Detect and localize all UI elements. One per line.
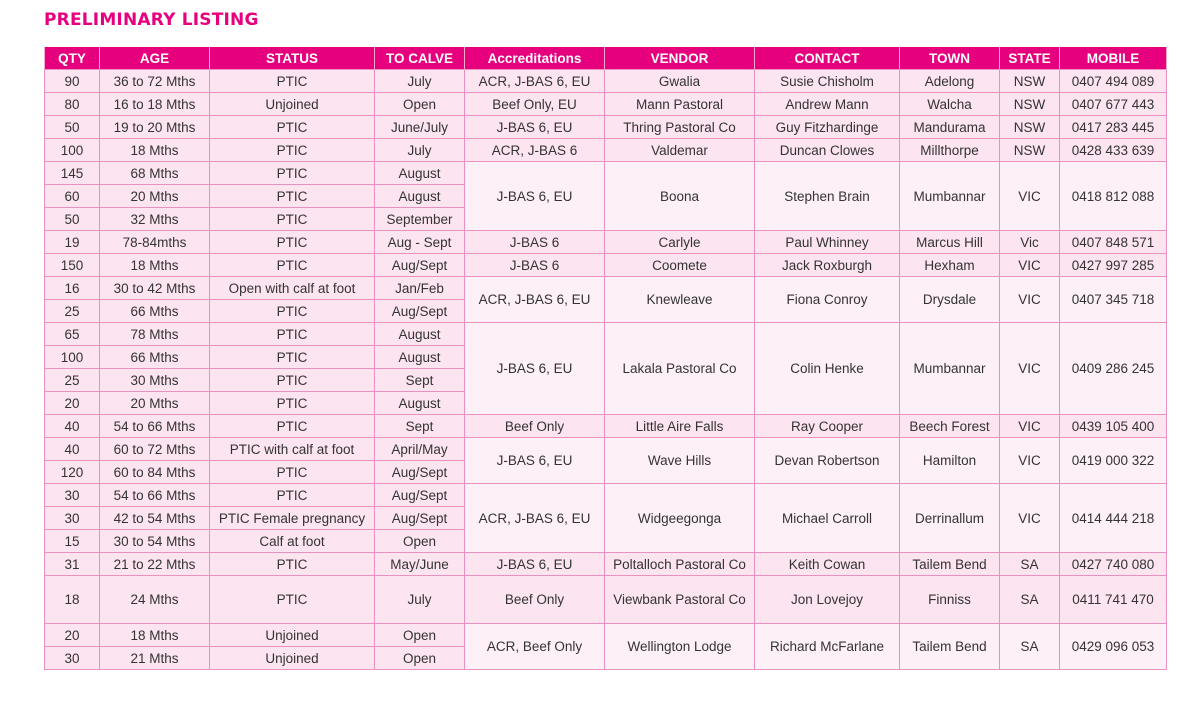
town-cell: Derrinallum <box>900 484 1000 553</box>
qty-cell: 20 <box>45 392 100 415</box>
town-cell: Millthorpe <box>900 139 1000 162</box>
qty-cell: 100 <box>45 346 100 369</box>
mobile-cell: 0417 283 445 <box>1060 116 1167 139</box>
contact-cell: Jack Roxburgh <box>755 254 900 277</box>
contact-cell: Devan Robertson <box>755 438 900 484</box>
table-row <box>45 70 1167 93</box>
contact-cell: Colin Henke <box>755 323 900 415</box>
header-mobile: MOBILE <box>1060 47 1167 70</box>
vendor-cell: Coomete <box>605 254 755 277</box>
age-cell: 32 Mths <box>100 208 210 231</box>
accreditations-cell: Beef Only <box>465 576 605 624</box>
state-cell: NSW <box>1000 116 1060 139</box>
qty-cell: 40 <box>45 415 100 438</box>
header-vendor: VENDOR <box>605 47 755 70</box>
vendor-cell: Viewbank Pastoral Co <box>605 576 755 624</box>
to-calve-cell: Aug/Sept <box>375 484 465 507</box>
to-calve-cell: July <box>375 139 465 162</box>
mobile-cell: 0427 997 285 <box>1060 254 1167 277</box>
to-calve-cell: July <box>375 576 465 624</box>
age-cell: 18 Mths <box>100 624 210 647</box>
accreditations-cell: J-BAS 6, EU <box>465 323 605 415</box>
vendor-cell: Carlyle <box>605 231 755 254</box>
town-cell: Mumbannar <box>900 162 1000 231</box>
table-row <box>45 624 1167 647</box>
status-cell: PTIC <box>210 231 375 254</box>
accreditations-cell: J-BAS 6, EU <box>465 116 605 139</box>
qty-cell: 30 <box>45 647 100 670</box>
state-cell: VIC <box>1000 162 1060 231</box>
accreditations-cell: Beef Only, EU <box>465 93 605 116</box>
mobile-cell: 0407 848 571 <box>1060 231 1167 254</box>
town-cell: Hamilton <box>900 438 1000 484</box>
age-cell: 20 Mths <box>100 392 210 415</box>
qty-cell: 50 <box>45 208 100 231</box>
vendor-cell: Knewleave <box>605 277 755 323</box>
state-cell: SA <box>1000 576 1060 624</box>
header-contact: CONTACT <box>755 47 900 70</box>
to-calve-cell: September <box>375 208 465 231</box>
qty-cell: 16 <box>45 277 100 300</box>
qty-cell: 80 <box>45 93 100 116</box>
listing-body <box>45 70 1167 670</box>
state-cell: VIC <box>1000 277 1060 323</box>
to-calve-cell: Jan/Feb <box>375 277 465 300</box>
qty-cell: 120 <box>45 461 100 484</box>
state-cell: NSW <box>1000 139 1060 162</box>
mobile-cell: 0407 677 443 <box>1060 93 1167 116</box>
header-town: TOWN <box>900 47 1000 70</box>
age-cell: 18 Mths <box>100 139 210 162</box>
table-row <box>45 277 1167 300</box>
mobile-cell: 0407 345 718 <box>1060 277 1167 323</box>
vendor-cell: Wave Hills <box>605 438 755 484</box>
vendor-cell: Thring Pastoral Co <box>605 116 755 139</box>
header-accreditations: Accreditations <box>465 47 605 70</box>
state-cell: VIC <box>1000 415 1060 438</box>
age-cell: 24 Mths <box>100 576 210 624</box>
qty-cell: 50 <box>45 116 100 139</box>
table-row <box>45 231 1167 254</box>
status-cell: Unjoined <box>210 647 375 670</box>
to-calve-cell: Open <box>375 624 465 647</box>
header-qty: QTY <box>45 47 100 70</box>
age-cell: 36 to 72 Mths <box>100 70 210 93</box>
age-cell: 20 Mths <box>100 185 210 208</box>
age-cell: 16 to 18 Mths <box>100 93 210 116</box>
age-cell: 60 to 72 Mths <box>100 438 210 461</box>
vendor-cell: Little Aire Falls <box>605 415 755 438</box>
to-calve-cell: May/June <box>375 553 465 576</box>
qty-cell: 65 <box>45 323 100 346</box>
status-cell: PTIC Female pregnancy <box>210 507 375 530</box>
qty-cell: 150 <box>45 254 100 277</box>
status-cell: PTIC <box>210 369 375 392</box>
qty-cell: 15 <box>45 530 100 553</box>
mobile-cell: 0414 444 218 <box>1060 484 1167 553</box>
to-calve-cell: Aug/Sept <box>375 254 465 277</box>
town-cell: Hexham <box>900 254 1000 277</box>
qty-cell: 19 <box>45 231 100 254</box>
age-cell: 21 to 22 Mths <box>100 553 210 576</box>
table-row <box>45 323 1167 346</box>
contact-cell: Fiona Conroy <box>755 277 900 323</box>
vendor-cell: Widgeegonga <box>605 484 755 553</box>
qty-cell: 25 <box>45 369 100 392</box>
state-cell: VIC <box>1000 254 1060 277</box>
header-to-calve: TO CALVE <box>375 47 465 70</box>
age-cell: 54 to 66 Mths <box>100 484 210 507</box>
status-cell: PTIC <box>210 116 375 139</box>
accreditations-cell: ACR, J-BAS 6, EU <box>465 277 605 323</box>
town-cell: Tailem Bend <box>900 624 1000 670</box>
table-row <box>45 116 1167 139</box>
accreditations-cell: J-BAS 6 <box>465 254 605 277</box>
age-cell: 18 Mths <box>100 254 210 277</box>
contact-cell: Paul Whinney <box>755 231 900 254</box>
status-cell: PTIC <box>210 553 375 576</box>
state-cell: Vic <box>1000 231 1060 254</box>
to-calve-cell: Open <box>375 647 465 670</box>
status-cell: PTIC <box>210 300 375 323</box>
accreditations-cell: J-BAS 6, EU <box>465 162 605 231</box>
to-calve-cell: April/May <box>375 438 465 461</box>
table-row <box>45 553 1167 576</box>
to-calve-cell: Aug/Sept <box>375 461 465 484</box>
vendor-cell: Mann Pastoral <box>605 93 755 116</box>
state-cell: NSW <box>1000 93 1060 116</box>
to-calve-cell: Open <box>375 93 465 116</box>
mobile-cell: 0409 286 245 <box>1060 323 1167 415</box>
age-cell: 68 Mths <box>100 162 210 185</box>
qty-cell: 60 <box>45 185 100 208</box>
age-cell: 66 Mths <box>100 300 210 323</box>
contact-cell: Ray Cooper <box>755 415 900 438</box>
contact-cell: Stephen Brain <box>755 162 900 231</box>
table-row <box>45 438 1167 461</box>
town-cell: Adelong <box>900 70 1000 93</box>
status-cell: Unjoined <box>210 93 375 116</box>
to-calve-cell: August <box>375 392 465 415</box>
state-cell: VIC <box>1000 484 1060 553</box>
status-cell: PTIC <box>210 461 375 484</box>
status-cell: PTIC <box>210 346 375 369</box>
status-cell: Calf at foot <box>210 530 375 553</box>
to-calve-cell: Aug - Sept <box>375 231 465 254</box>
contact-cell: Jon Lovejoy <box>755 576 900 624</box>
qty-cell: 20 <box>45 624 100 647</box>
age-cell: 54 to 66 Mths <box>100 415 210 438</box>
status-cell: PTIC <box>210 576 375 624</box>
to-calve-cell: Aug/Sept <box>375 300 465 323</box>
state-cell: SA <box>1000 624 1060 670</box>
contact-cell: Susie Chisholm <box>755 70 900 93</box>
town-cell: Mumbannar <box>900 323 1000 415</box>
status-cell: PTIC with calf at foot <box>210 438 375 461</box>
vendor-cell: Wellington Lodge <box>605 624 755 670</box>
status-cell: PTIC <box>210 185 375 208</box>
to-calve-cell: July <box>375 70 465 93</box>
age-cell: 30 to 42 Mths <box>100 277 210 300</box>
qty-cell: 40 <box>45 438 100 461</box>
mobile-cell: 0419 000 322 <box>1060 438 1167 484</box>
mobile-cell: 0418 812 088 <box>1060 162 1167 231</box>
mobile-cell: 0428 433 639 <box>1060 139 1167 162</box>
table-row <box>45 415 1167 438</box>
qty-cell: 25 <box>45 300 100 323</box>
contact-cell: Michael Carroll <box>755 484 900 553</box>
status-cell: PTIC <box>210 415 375 438</box>
qty-cell: 100 <box>45 139 100 162</box>
qty-cell: 30 <box>45 484 100 507</box>
vendor-cell: Gwalia <box>605 70 755 93</box>
age-cell: 66 Mths <box>100 346 210 369</box>
town-cell: Mandurama <box>900 116 1000 139</box>
age-cell: 30 Mths <box>100 369 210 392</box>
to-calve-cell: August <box>375 346 465 369</box>
town-cell: Walcha <box>900 93 1000 116</box>
to-calve-cell: June/July <box>375 116 465 139</box>
qty-cell: 145 <box>45 162 100 185</box>
status-cell: Open with calf at foot <box>210 277 375 300</box>
listing-table <box>44 47 1167 670</box>
table-row <box>45 139 1167 162</box>
page-title: PRELIMINARY LISTING <box>44 10 259 30</box>
status-cell: PTIC <box>210 323 375 346</box>
accreditations-cell: ACR, J-BAS 6, EU <box>465 484 605 553</box>
age-cell: 78-84mths <box>100 231 210 254</box>
to-calve-cell: Sept <box>375 415 465 438</box>
vendor-cell: Valdemar <box>605 139 755 162</box>
state-cell: VIC <box>1000 438 1060 484</box>
contact-cell: Duncan Clowes <box>755 139 900 162</box>
state-cell: SA <box>1000 553 1060 576</box>
age-cell: 21 Mths <box>100 647 210 670</box>
accreditations-cell: J-BAS 6, EU <box>465 553 605 576</box>
status-cell: PTIC <box>210 208 375 231</box>
header-row <box>45 47 1167 70</box>
header-state: STATE <box>1000 47 1060 70</box>
to-calve-cell: Open <box>375 530 465 553</box>
status-cell: PTIC <box>210 139 375 162</box>
mobile-cell: 0407 494 089 <box>1060 70 1167 93</box>
qty-cell: 18 <box>45 576 100 624</box>
contact-cell: Andrew Mann <box>755 93 900 116</box>
status-cell: PTIC <box>210 484 375 507</box>
town-cell: Finniss <box>900 576 1000 624</box>
header-status: STATUS <box>210 47 375 70</box>
to-calve-cell: Sept <box>375 369 465 392</box>
qty-cell: 31 <box>45 553 100 576</box>
status-cell: PTIC <box>210 70 375 93</box>
to-calve-cell: August <box>375 323 465 346</box>
age-cell: 19 to 20 Mths <box>100 116 210 139</box>
mobile-cell: 0427 740 080 <box>1060 553 1167 576</box>
accreditations-cell: Beef Only <box>465 415 605 438</box>
status-cell: PTIC <box>210 254 375 277</box>
table-row <box>45 93 1167 116</box>
table-row <box>45 576 1167 624</box>
qty-cell: 90 <box>45 70 100 93</box>
state-cell: VIC <box>1000 323 1060 415</box>
vendor-cell: Lakala Pastoral Co <box>605 323 755 415</box>
table-row <box>45 162 1167 185</box>
town-cell: Drysdale <box>900 277 1000 323</box>
to-calve-cell: August <box>375 185 465 208</box>
mobile-cell: 0429 096 053 <box>1060 624 1167 670</box>
contact-cell: Keith Cowan <box>755 553 900 576</box>
status-cell: PTIC <box>210 162 375 185</box>
to-calve-cell: August <box>375 162 465 185</box>
contact-cell: Richard McFarlane <box>755 624 900 670</box>
mobile-cell: 0439 105 400 <box>1060 415 1167 438</box>
status-cell: PTIC <box>210 392 375 415</box>
accreditations-cell: J-BAS 6 <box>465 231 605 254</box>
table-row <box>45 484 1167 507</box>
vendor-cell: Poltalloch Pastoral Co <box>605 553 755 576</box>
accreditations-cell: ACR, J-BAS 6 <box>465 139 605 162</box>
header-age: AGE <box>100 47 210 70</box>
age-cell: 78 Mths <box>100 323 210 346</box>
vendor-cell: Boona <box>605 162 755 231</box>
table-row <box>45 254 1167 277</box>
age-cell: 60 to 84 Mths <box>100 461 210 484</box>
age-cell: 42 to 54 Mths <box>100 507 210 530</box>
town-cell: Marcus Hill <box>900 231 1000 254</box>
state-cell: NSW <box>1000 70 1060 93</box>
town-cell: Beech Forest <box>900 415 1000 438</box>
qty-cell: 30 <box>45 507 100 530</box>
age-cell: 30 to 54 Mths <box>100 530 210 553</box>
town-cell: Tailem Bend <box>900 553 1000 576</box>
to-calve-cell: Aug/Sept <box>375 507 465 530</box>
accreditations-cell: J-BAS 6, EU <box>465 438 605 484</box>
accreditations-cell: ACR, J-BAS 6, EU <box>465 70 605 93</box>
accreditations-cell: ACR, Beef Only <box>465 624 605 670</box>
mobile-cell: 0411 741 470 <box>1060 576 1167 624</box>
contact-cell: Guy Fitzhardinge <box>755 116 900 139</box>
status-cell: Unjoined <box>210 624 375 647</box>
